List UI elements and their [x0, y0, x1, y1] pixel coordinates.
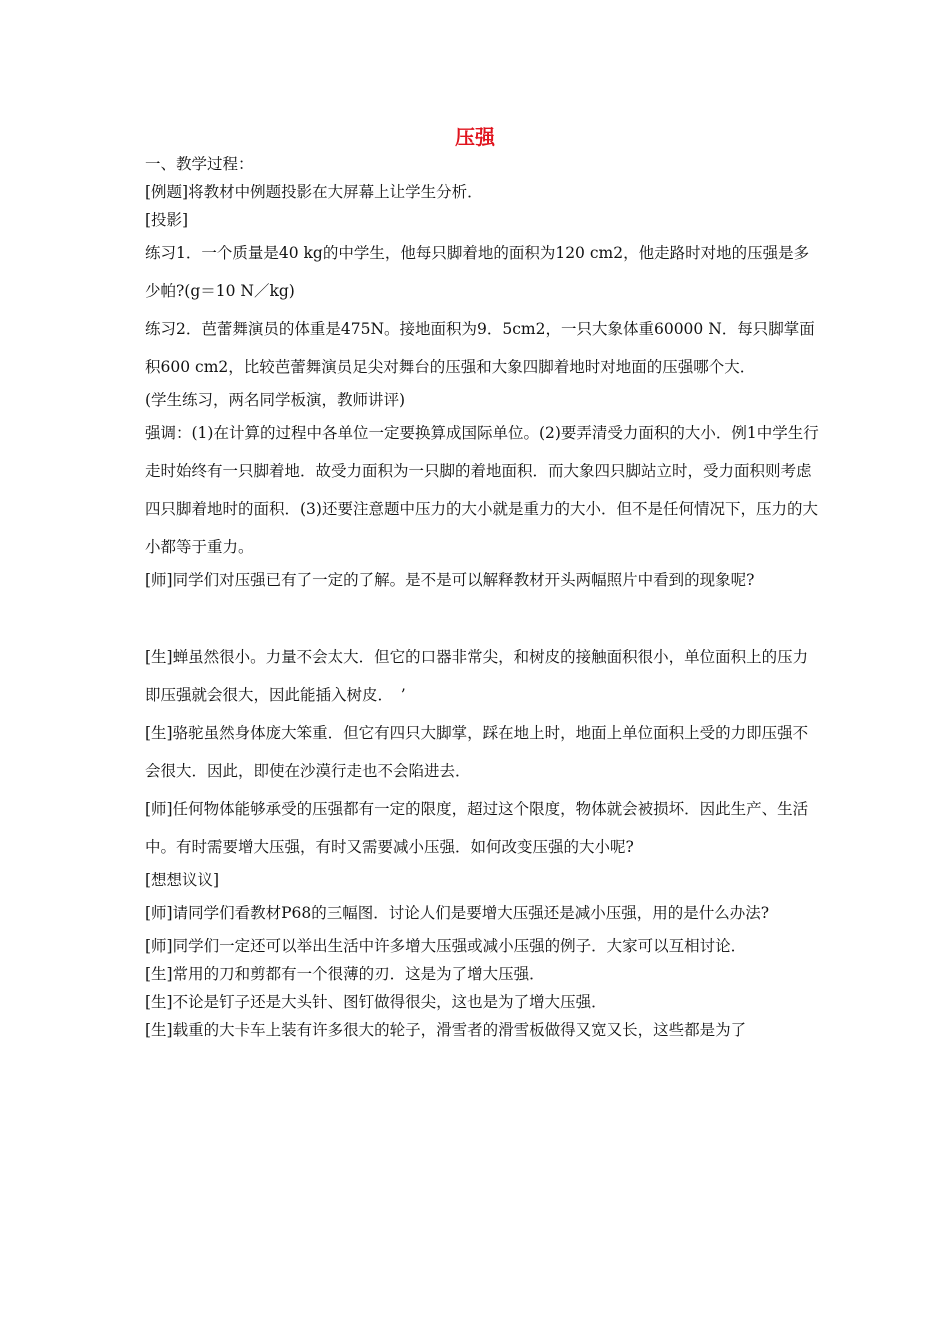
paragraph-student-nail: [生]不论是钉子还是大头针、图钉做得很尖，这也是为了增大压强．	[145, 993, 607, 1011]
paragraph-teacher-limit: [师]任何物体能够承受的压强都有一定的限度，超过这个限度，物体就会被损坏．因此生产、生活中。有时需要增大压强，有时又需要减小压强．如何改变压强的大小呢?	[145, 800, 809, 856]
paragraph-teacher-question: [师]同学们对压强已有了一定的了解。是不是可以解释教材开头两幅照片中看到的现象呢?	[145, 571, 755, 589]
paragraph-student-practice: (学生练习，两名同学板演，教师讲评)	[145, 391, 406, 409]
paragraph-think-discuss: [想想议议]	[145, 871, 220, 889]
paragraph-student-camel: [生]骆驼虽然身体庞大笨重．但它有四只大脚掌，踩在地上时，地面上单位面积上受的力即压强不会很大．因此，即使在沙漠行走也不会陷进去．	[145, 724, 809, 780]
paragraph-student-knife: [生]常用的刀和剪都有一个很薄的刃．这是为了增大压强．	[145, 965, 545, 983]
paragraph-student-cicada: [生]蝉虽然很小。力量不会太大．但它的口器非常尖，和树皮的接触面积很小，单位面积上的压力即压强就会很大，因此能插入树皮． ’	[145, 648, 809, 704]
paragraph-projection: [投影]	[145, 211, 189, 229]
paragraph-student-truck: [生]载重的大卡车上装有许多很大的轮子，滑雪者的滑雪板做得又宽又长，这些都是为了	[145, 1021, 747, 1039]
paragraph-exercise-1: 练习1．一个质量是40 kg的中学生，他每只脚着地的面积为120 cm2，他走路时对地的压强是多少帕?(g＝10 N／kg)	[145, 244, 810, 300]
document-body	[145, 150, 820, 1044]
section-heading: 一、教学过程：	[145, 155, 254, 173]
paragraph-emphasis: 强调：(1)在计算的过程中各单位一定要换算成国际单位。(2)要弄清受力面积的大小．例1中学生行走时始终有一只脚着地．故受力面积为一只脚的着地面积．而大象四只脚站立时，受力面积则考虑四只脚着地时的面积．(3)还要注意题中压力的大小就是重力的大小．但不是任何情况下，压力的大小都等于重力。	[145, 424, 819, 556]
paragraph-teacher-examples: [师]同学们一定还可以举出生活中许多增大压强或减小压强的例子．大家可以互相讨论．	[145, 937, 747, 955]
document-title: 压强	[455, 125, 495, 149]
paragraph-exercise-2: 练习2．芭蕾舞演员的体重是475N。接地面积为9．5cm2，一只大象体重60000 N．每只脚掌面积600 cm2，比较芭蕾舞演员足尖对舞台的压强和大象四脚着地时对地面的压强哪个大．	[145, 320, 815, 376]
paragraph-teacher-figures: [师]请同学们看教材P68的三幅图．讨论人们是要增大压强还是减小压强，用的是什么办法?	[145, 904, 770, 922]
paragraph-example: [例题]将教材中例题投影在大屏幕上让学生分析．	[145, 183, 483, 201]
paragraph-gap	[145, 594, 820, 638]
